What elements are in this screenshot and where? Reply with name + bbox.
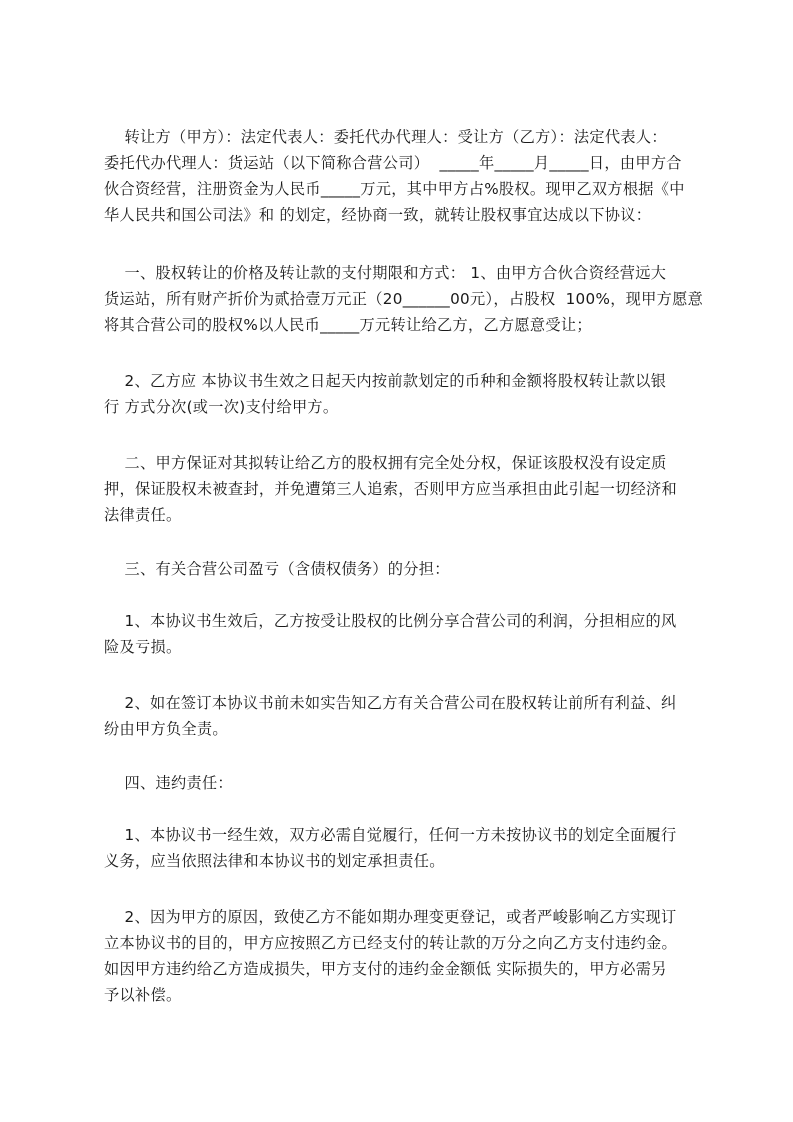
paragraph-section-3-item-2 bbox=[104, 690, 688, 742]
text-line: 将其合营公司的股权%以人民币_____万元转让给乙方，乙方愿意受让； bbox=[104, 316, 592, 334]
text-line: 伙合资经营，注册资金为人民币_____万元，其中甲方占%股权。现甲乙双方根据《中 bbox=[104, 180, 685, 198]
text-line: 委托代办代理人：货运站（以下简称合营公司） _____年_____月_____日，由甲方合 bbox=[104, 154, 682, 172]
paragraph-section-1-payment bbox=[104, 368, 688, 420]
paragraph-section-3-heading bbox=[104, 556, 688, 582]
text-line: 2、乙方应 本协议书生效之日起天内按前款划定的币种和金额将股权转让款以银 bbox=[104, 372, 667, 390]
text-line: 予以补偿。 bbox=[104, 986, 182, 1004]
paragraph-section-4-heading bbox=[104, 770, 688, 796]
text-line: 1、本协议书一经生效，双方必需自觉履行，任何一方未按协议书的划定全面履行 bbox=[104, 826, 677, 844]
text-line: 2、因为甲方的原因，致使乙方不能如期办理变更登记，或者严峻影响乙方实现订 bbox=[104, 908, 677, 926]
text-line: 一、股权转让的价格及转让款的支付期限和方式： 1、由甲方合伙合资经营远大 bbox=[104, 264, 667, 282]
text-line: 立本协议书的目的，甲方应按照乙方已经支付的转让款的万分之向乙方支付违约金。 bbox=[104, 934, 678, 952]
paragraph-section-2-guarantee bbox=[104, 450, 688, 528]
text-line: 三、有关合营公司盈亏（含债权债务）的分担： bbox=[104, 560, 450, 578]
text-line: 如因甲方违约给乙方造成损失，甲方支付的违约金金额低 实际损失的，甲方必需另 bbox=[104, 960, 667, 978]
text-line: 华人民共和国公司法》和 的划定，经协商一致，就转让股权事宜达成以下协议： bbox=[104, 206, 652, 224]
paragraph-section-4-item-2 bbox=[104, 904, 688, 1008]
text-line: 押，保证股权未被查封，并免遭第三人追索，否则甲方应当承担由此引起一切经济和 bbox=[104, 480, 678, 498]
text-line: 行 方式分次(或一次)支付给甲方。 bbox=[104, 398, 339, 416]
text-line: 2、如在签订本协议书前未如实告知乙方有关合营公司在股权转让前所有利益、纠 bbox=[104, 694, 677, 712]
text-line: 货运站，所有财产折价为贰拾壹万元正（20______00元），占股权 100%，现甲方愿意 bbox=[104, 290, 704, 308]
text-line: 1、本协议书生效后，乙方按受让股权的比例分享合营公司的利润，分担相应的风 bbox=[104, 612, 677, 630]
paragraph-section-4-item-1 bbox=[104, 822, 688, 874]
text-line: 法律责任。 bbox=[104, 506, 182, 524]
text-line: 险及亏损。 bbox=[104, 638, 182, 656]
text-line: 转让方（甲方）：法定代表人：委托代办代理人：受让方（乙方）：法定代表人： bbox=[104, 128, 667, 146]
paragraph-intro bbox=[104, 124, 688, 228]
text-line: 四、违约责任： bbox=[104, 774, 233, 792]
text-line: 纷由甲方负全责。 bbox=[104, 720, 228, 738]
text-line: 义务，应当依照法律和本协议书的划定承担责任。 bbox=[104, 852, 445, 870]
paragraph-section-1-price bbox=[104, 260, 704, 338]
paragraph-section-3-item-1 bbox=[104, 608, 688, 660]
text-line: 二、甲方保证对其拟转让给乙方的股权拥有完全处分权，保证该股权没有设定质 bbox=[104, 454, 667, 472]
